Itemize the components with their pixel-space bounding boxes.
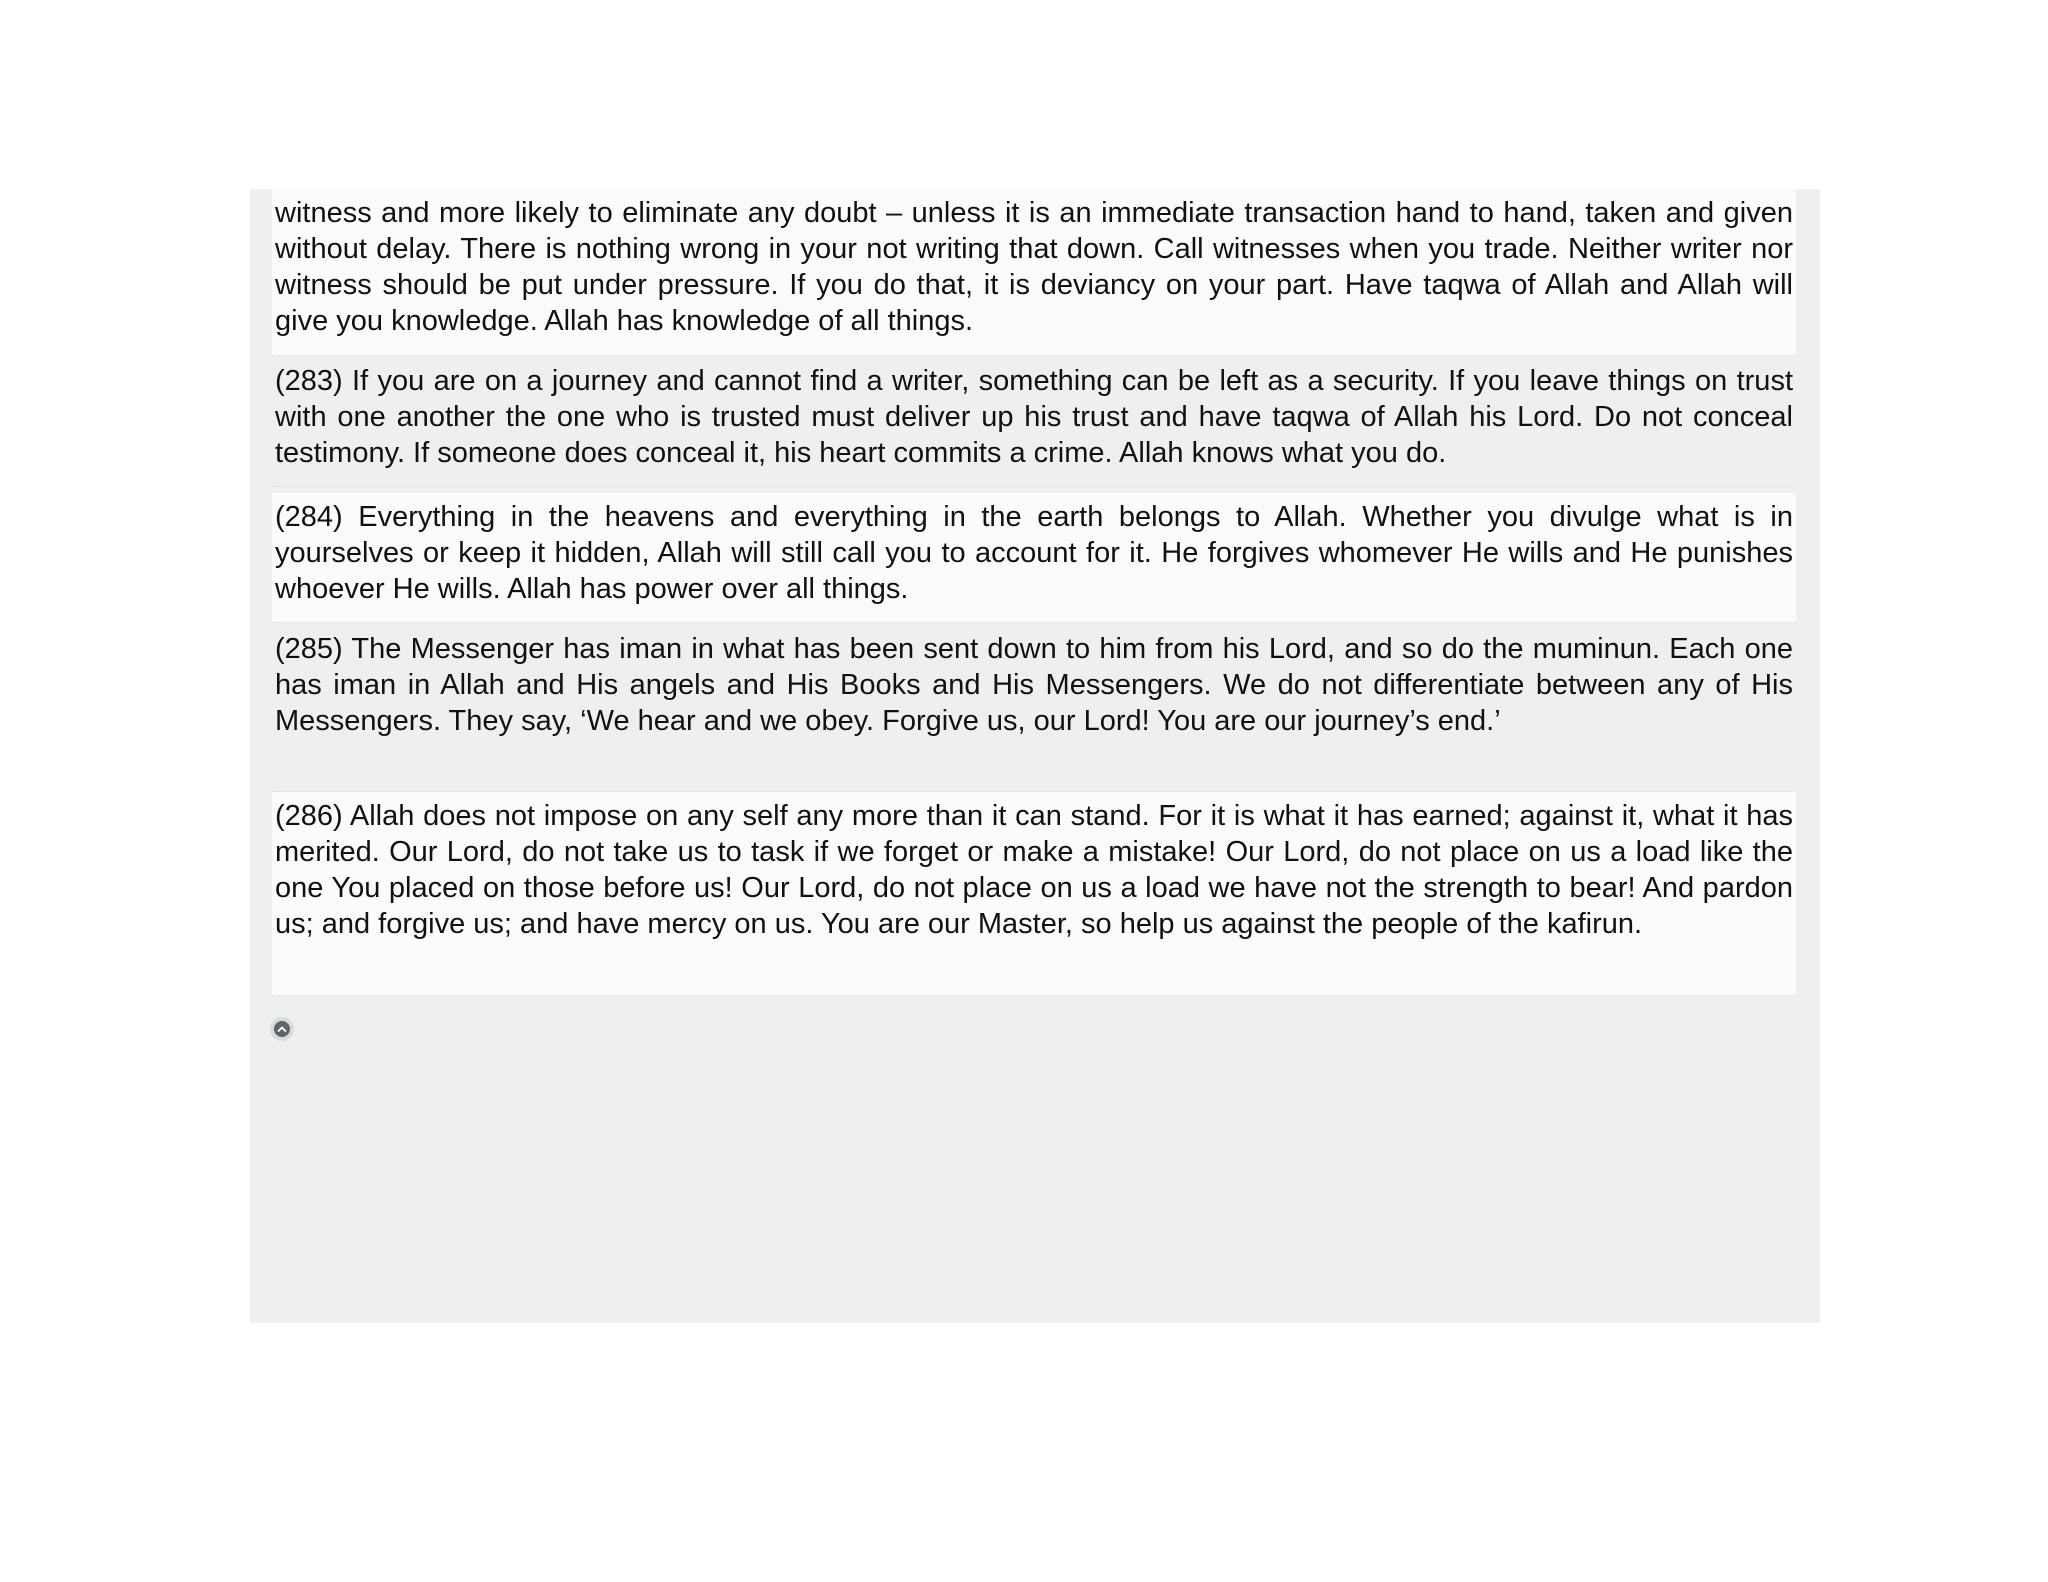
verses-panel bbox=[250, 189, 1820, 1323]
verse-text: (286) Allah does not impose on any self any more than it can stand. For it is what it has earned; against it, what it has merited. Our Lord, do not take us to task if we forget or make a mistake! Our Lord, do not place on us a load like the one You placed on those before us! Our Lord, do not place on us a load we have not the strength to bear! And pardon us; and forgive us; and have mercy on us. You are our Master, so help us against the people of the kafirun. bbox=[275, 800, 1793, 940]
verse-284 bbox=[272, 493, 1796, 623]
verse-283 bbox=[272, 357, 1796, 487]
verse-text: (283) If you are on a journey and cannot find a writer, something can be left as a security. If you leave things on trust with one another the one who is trusted must deliver up his trust and have taqwa of Allah his Lord. Do not conceal testimony. If someone does conceal it, his heart commits a crime. Allah knows what you do. bbox=[275, 365, 1793, 469]
verse-285 bbox=[272, 625, 1796, 792]
scroll-to-top-button[interactable] bbox=[270, 1017, 294, 1041]
verse-286 bbox=[272, 792, 1796, 996]
verse-text: (285) The Messenger has iman in what has been sent down to him from his Lord, and so do the muminun. Each one has iman in Allah and His angels and His Books and His Messengers. We do not differentiate between any of His Messengers. They say, ‘We hear and we obey. Forgive us, our Lord! You are our journey’s end.’ bbox=[275, 633, 1793, 737]
chevron-up-icon bbox=[274, 1021, 290, 1037]
verse-282-continued bbox=[272, 189, 1796, 356]
verse-text: (284) Everything in the heavens and everything in the earth belongs to Allah. Whether you divulge what is in yourselves or keep it hidden, Allah will still call you to account for it. He forgives whomever He wills and He punishes whoever He wills. Allah has power over all things. bbox=[275, 501, 1793, 605]
verse-text: witness and more likely to eliminate any doubt – unless it is an immediate transaction hand to hand, taken and given without delay. There is nothing wrong in your not writing that down. Call witnesses when you trade. Neither writer nor witness should be put under pressure. If you do that, it is deviancy on your part. Have taqwa of Allah and Allah will give you knowledge. Allah has knowledge of all things. bbox=[275, 197, 1793, 337]
